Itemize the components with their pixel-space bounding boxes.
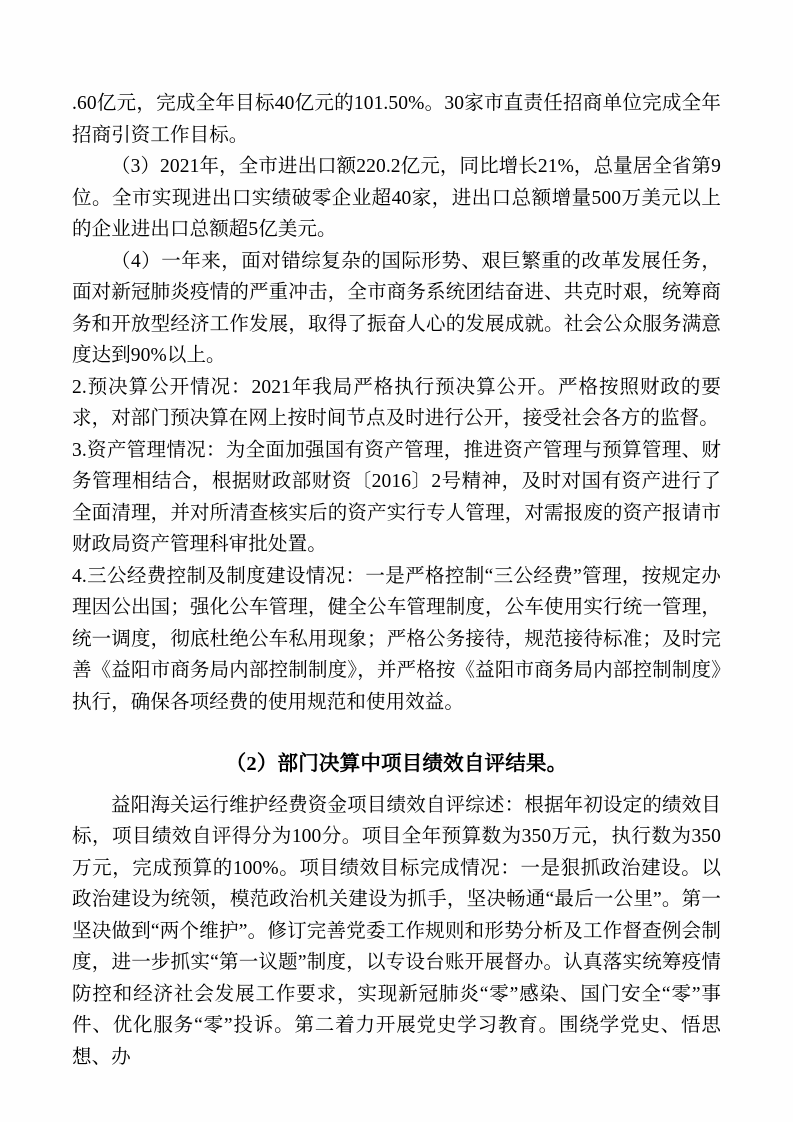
- paragraph-3: （4）一年来，面对错综复杂的国际形势、艰巨繁重的改革发展任务，面对新冠肺炎疫情的严重冲击，全市商务系统团结奋进、共克时艰，统筹商务和开放型经济工作发展，取得了振奋人心的发展成就。社会公众服务满意度达到90%以上。: [72, 250, 721, 366]
- heading-spacer: [72, 781, 721, 790]
- section-paragraph-1: 益阳海关运行维护经费资金项目绩效自评综述：根据年初设定的绩效目标，项目绩效自评得分为100分。项目全年预算数为350万元，执行数为350万元，完成预算的100%。项目绩效目标完成情况：一是狠抓政治建设。以政治建设为统领，模范政治机关建设为抓手，坚决畅通“最后一公里”。第一坚决做到“两个维护”。修订完善党委工作规则和形势分析及工作督查例会制度，进一步抓实“第一议题”制度，以专设台账开展督办。认真落实统筹疫情防控和经济社会发展工作要求，实现新冠肺炎“零”感染、国门安全“零”事件、优化服务“零”投诉。第二着力开展党史学习教育。围绕学党史、悟思想、办: [72, 794, 721, 1068]
- paragraph-6: 4.三公经费控制及制度建设情况：一是严格控制“三公经费”管理，按规定办理因公出国；强化公车管理，健全公车管理制度，公车使用实行统一管理，统一调度，彻底杜绝公车私用现象；严格公务接待，规范接待标准；及时完善《益阳市商务局内部控制制度》，并严格按《益阳市商务局内部控制制度》执行，确保各项经费的使用规范和使用效益。: [72, 565, 721, 713]
- paragraph-1: .60亿元，完成全年目标40亿元的101.50%。30家市直责任招商单位完成全年招商引资工作目标。: [72, 93, 721, 146]
- section-spacer: [72, 718, 721, 749]
- document-body: [72, 88, 721, 1073]
- section-heading: （2）部门决算中项目绩效自评结果。: [225, 753, 568, 775]
- paragraph-5: 3.资产管理情况：为全面加强国有资产管理，推进资产管理与预算管理、财务管理相结合，根据财政部财资〔2016〕2号精神，及时对国有资产进行了全面清理，并对所清查核实后的资产实行专人管理，对需报废的资产报请市财政局资产管理科审批处置。: [72, 439, 721, 555]
- paragraph-2: （3）2021年，全市进出口额220.2亿元，同比增长21%，总量居全省第9位。全市实现进出口实绩破零企业超40家，进出口总额增量500万美元以上的企业进出口总额超5亿美元。: [72, 156, 721, 240]
- paragraph-4: 2.预决算公开情况：2021年我局严格执行预决算公开。严格按照财政的要求，对部门预决算在网上按时间节点及时进行公开，接受社会各方的监督。: [72, 376, 721, 429]
